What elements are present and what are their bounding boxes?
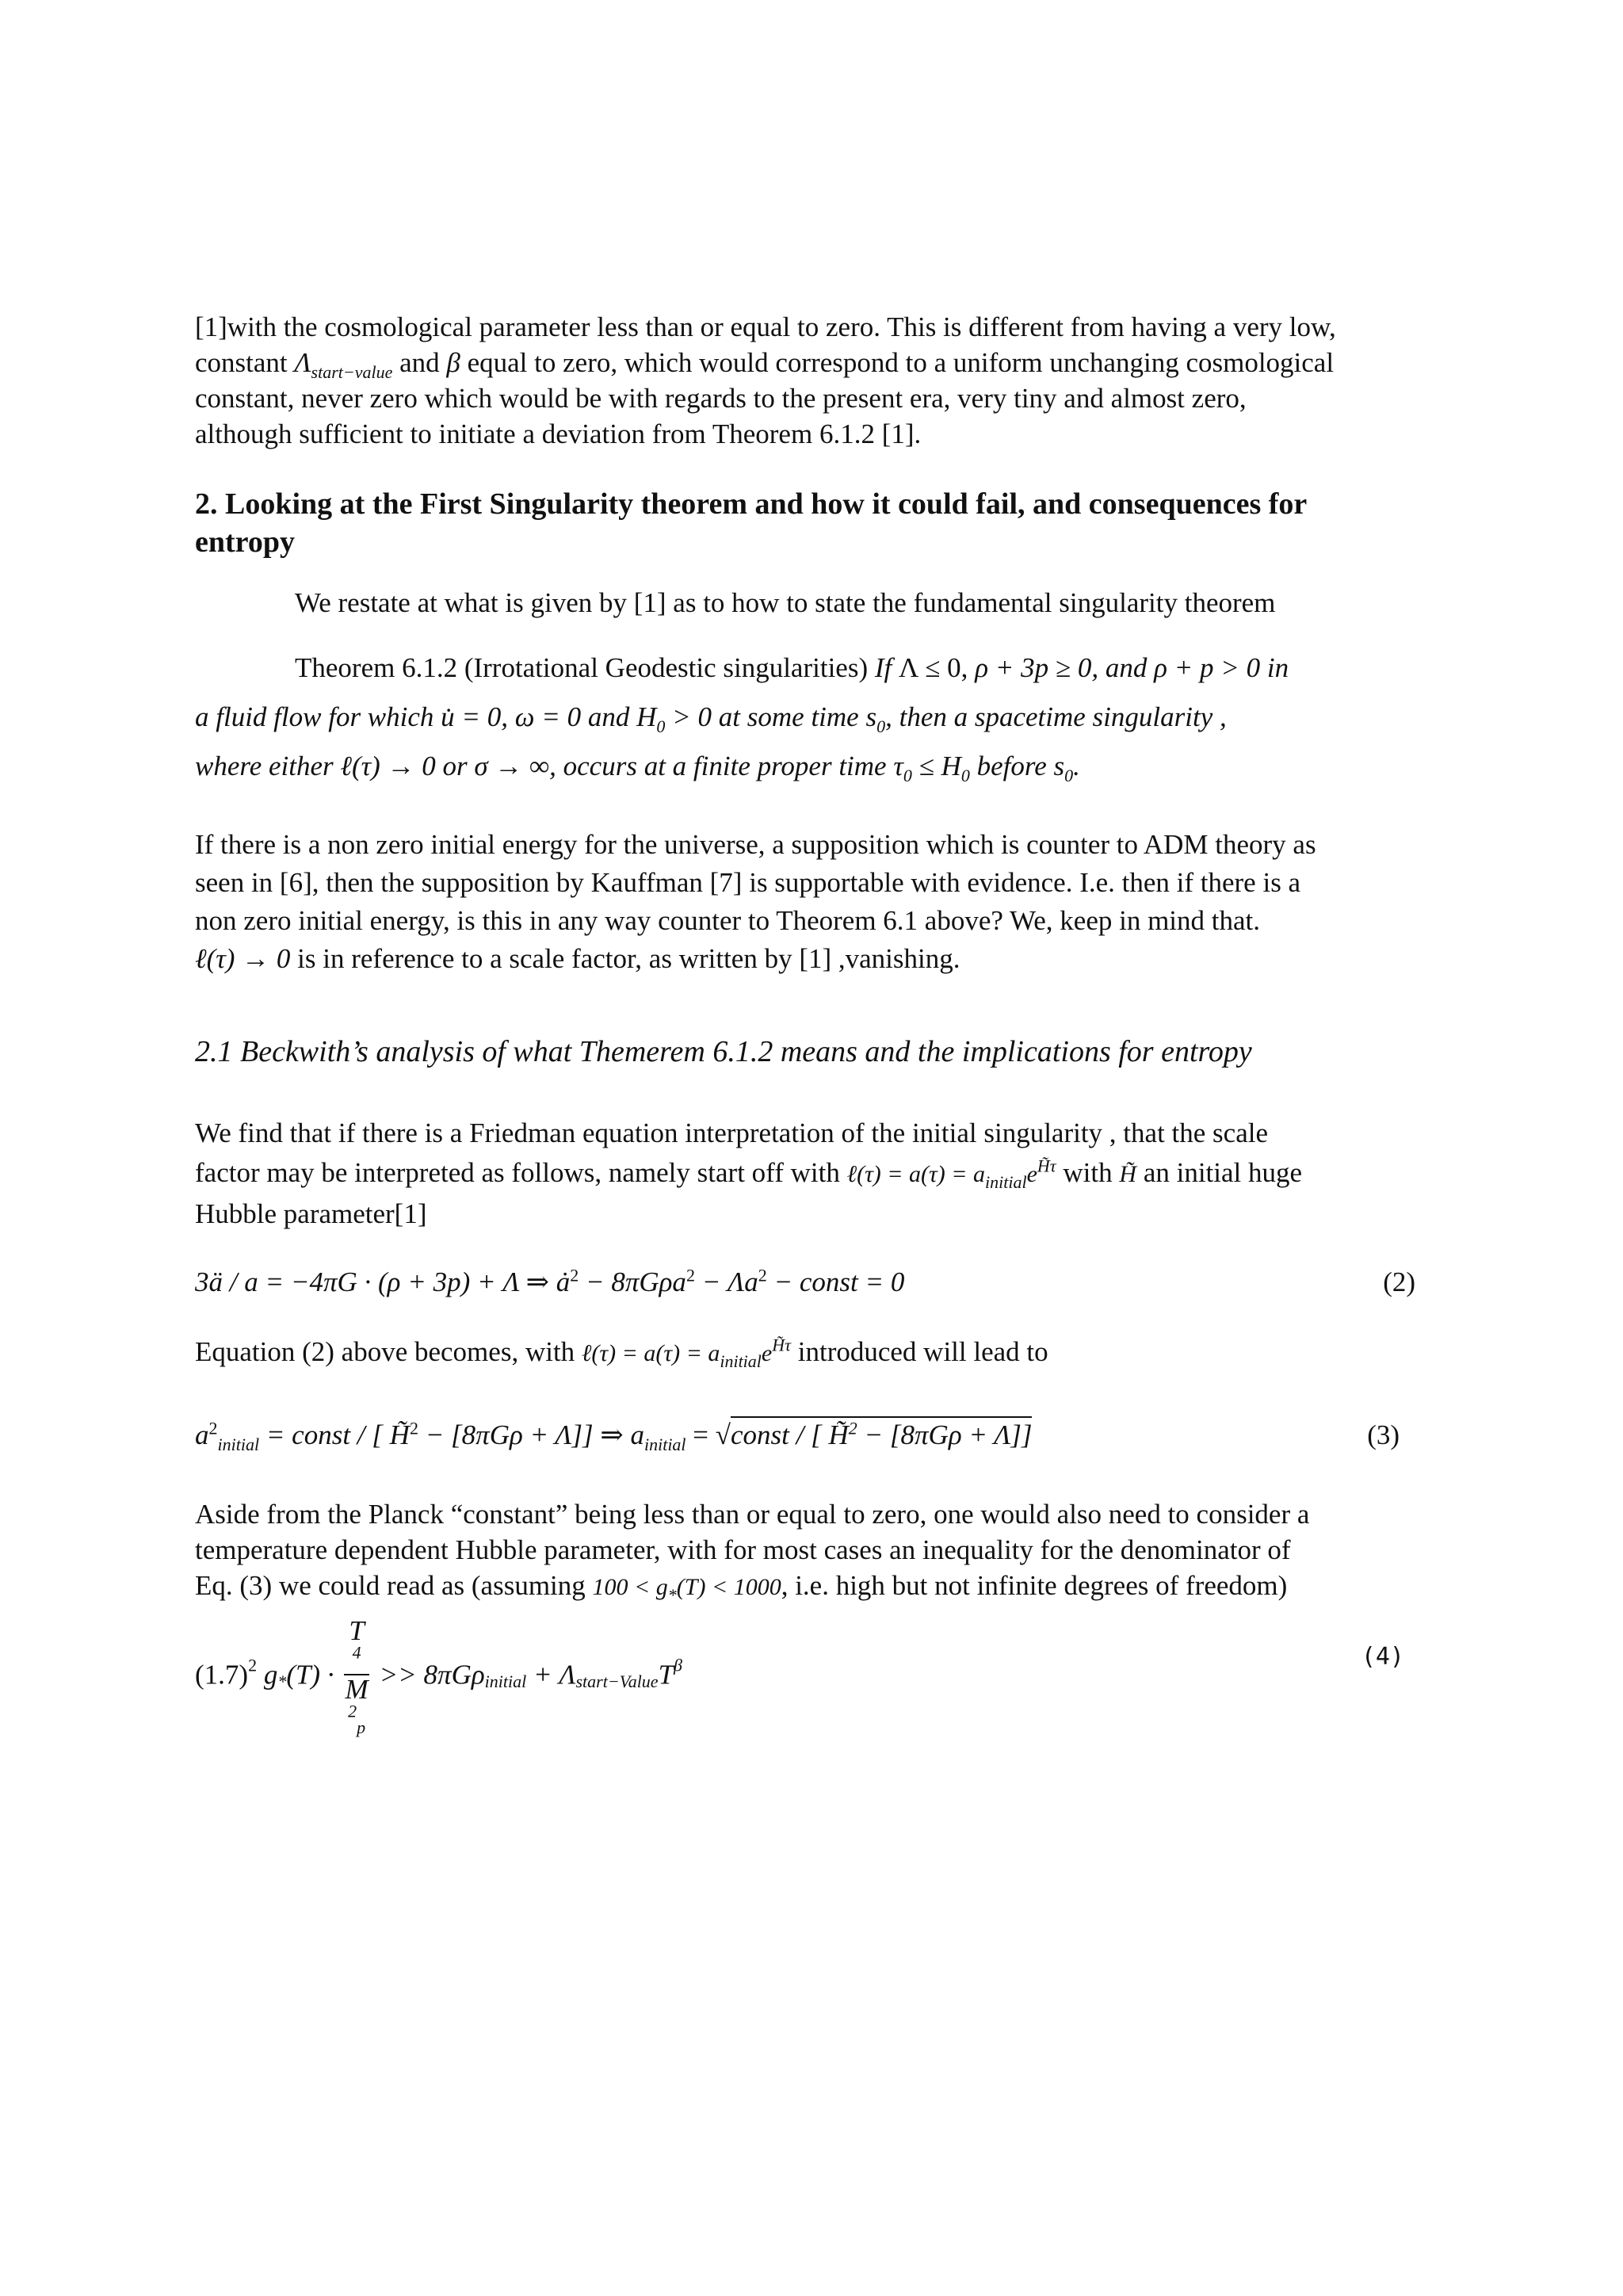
paragraph-intro (195, 309, 1431, 452)
theorem-line: Theorem 6.1.2 (Irrotational Geodestic singularities) If Λ ≤ 0, ρ + 3p ≥ 0, and ρ + p > 0 in (295, 652, 1289, 683)
paragraph-line: We find that if there is a Friedman equation interpretation of the initial singularity , that the scale (195, 1117, 1268, 1148)
paragraph-line: [1]with the cosmological parameter less than or equal to zero. This is different from having a very low, (195, 311, 1336, 342)
math-beta: β (446, 347, 460, 378)
sqrt-content: const / [ H̃$^2$ − [8πGρ + Λ]] (731, 1416, 1032, 1450)
paragraph-line: Eq. (3) we could read as (assuming $100 < g_*(T) < 1000$, i.e. high but not infinite degrees of freedom) (195, 1570, 1288, 1605)
paragraph-planck (195, 1496, 1431, 1605)
paragraph-friedman (195, 1114, 1431, 1234)
equation-4: $(1.7)^2$ $g_*(T)$ · T $^4$ M $^2_p$ >> $8\pi G\rho_{initial} + \Lambda_{start-Value}T^\beta$ (4) (195, 1615, 1404, 1737)
equation-3: $a^2_{initial}$ = const / [ H̃$^2$ − [8πGρ + Λ]] ⇒ $a_{initial}$ = √const / [ H̃$^2$ − [8πGρ + Λ]] (3) (195, 1417, 1431, 1461)
paragraph-line: although sufficient to initiate a deviation from Theorem 6.1.2 [1]. (195, 418, 922, 449)
paragraph-line: constant $\Lambda_{start-value}$ and β equal to zero, which would correspond to a uniform unchanging cosmological (195, 347, 1335, 382)
equation-2: 3ä / a = −4πG · (ρ + 3p) + Λ ⇒ $ȧ^2 - 8\pi G\rho a^2 - \Lambda a^2$ − const = 0 (2) (195, 1264, 1431, 1300)
paragraph-line: ℓ(τ) → 0 is in reference to a scale factor, as written by [1] ,vanishing. (195, 943, 960, 974)
equation-number: (3) (1367, 1419, 1400, 1450)
theorem-line: a fluid flow for which u̇ = 0, ω = 0 and $H_0 > 0$ at some time $s_0$, then a spacetime singularity , (195, 701, 1227, 736)
paragraph-line: Aside from the Planck “constant” being less than or equal to zero, one would also need to consider a (195, 1499, 1310, 1530)
paragraph-line: Hubble parameter[1] (195, 1198, 427, 1229)
paragraph-line: If there is a non zero initial energy for the universe, a supposition which is counter to ADM theory as (195, 829, 1316, 860)
paragraph-line: factor may be interpreted as follows, namely start off with ℓ(τ) = $a(\tau) = a_{initial}e^{H̃\tau}$ with H̃ an initial huge (195, 1156, 1303, 1192)
restate-line: We restate at what is given by [1] as to how to state the fundamental singularity theorem (295, 587, 1276, 618)
paragraph-equation2: Equation (2) above becomes, with ℓ(τ) = $a(\tau) = a_{initial}e^{H̃\tau}$ introduced will lead to (195, 1335, 1048, 1371)
paragraph-line: non zero initial energy, is this in any way counter to Theorem 6.1 above? We, keep in mind that. (195, 905, 1261, 936)
math-lambda: Λ (294, 347, 311, 378)
theorem-block (195, 644, 1431, 791)
subsection-heading: 2.1 Beckwith’s analysis of what Themerem 6.1.2 means and the implications for entropy (195, 1035, 1252, 1068)
paragraph-line: seen in [6], then the supposition by Kauffman [7] is supportable with evidence. I.e. then if there is a (195, 867, 1301, 898)
section-heading: 2. Looking at the First Singularity theorem and how it could fail, and consequences for entropy (195, 487, 1308, 559)
paragraph-adm (195, 826, 1431, 978)
fraction: T $^4$ M $^2_p$ (345, 1615, 369, 1737)
equation-number: (4) (1361, 1643, 1404, 1671)
paragraph-line: constant, never zero which would be with regards to the present era, very tiny and almost zero, (195, 383, 1247, 414)
paragraph-line: temperature dependent Hubble parameter, with for most cases an inequality for the denominator of (195, 1534, 1291, 1565)
equation-number: (2) (1383, 1266, 1415, 1297)
sqrt-sign: √ (715, 1419, 731, 1450)
theorem-line: where either ℓ(τ) → 0 or σ → ∞, occurs at a finite proper time $\tau_0 \le H_0$ before $s_0$. (195, 751, 1080, 785)
